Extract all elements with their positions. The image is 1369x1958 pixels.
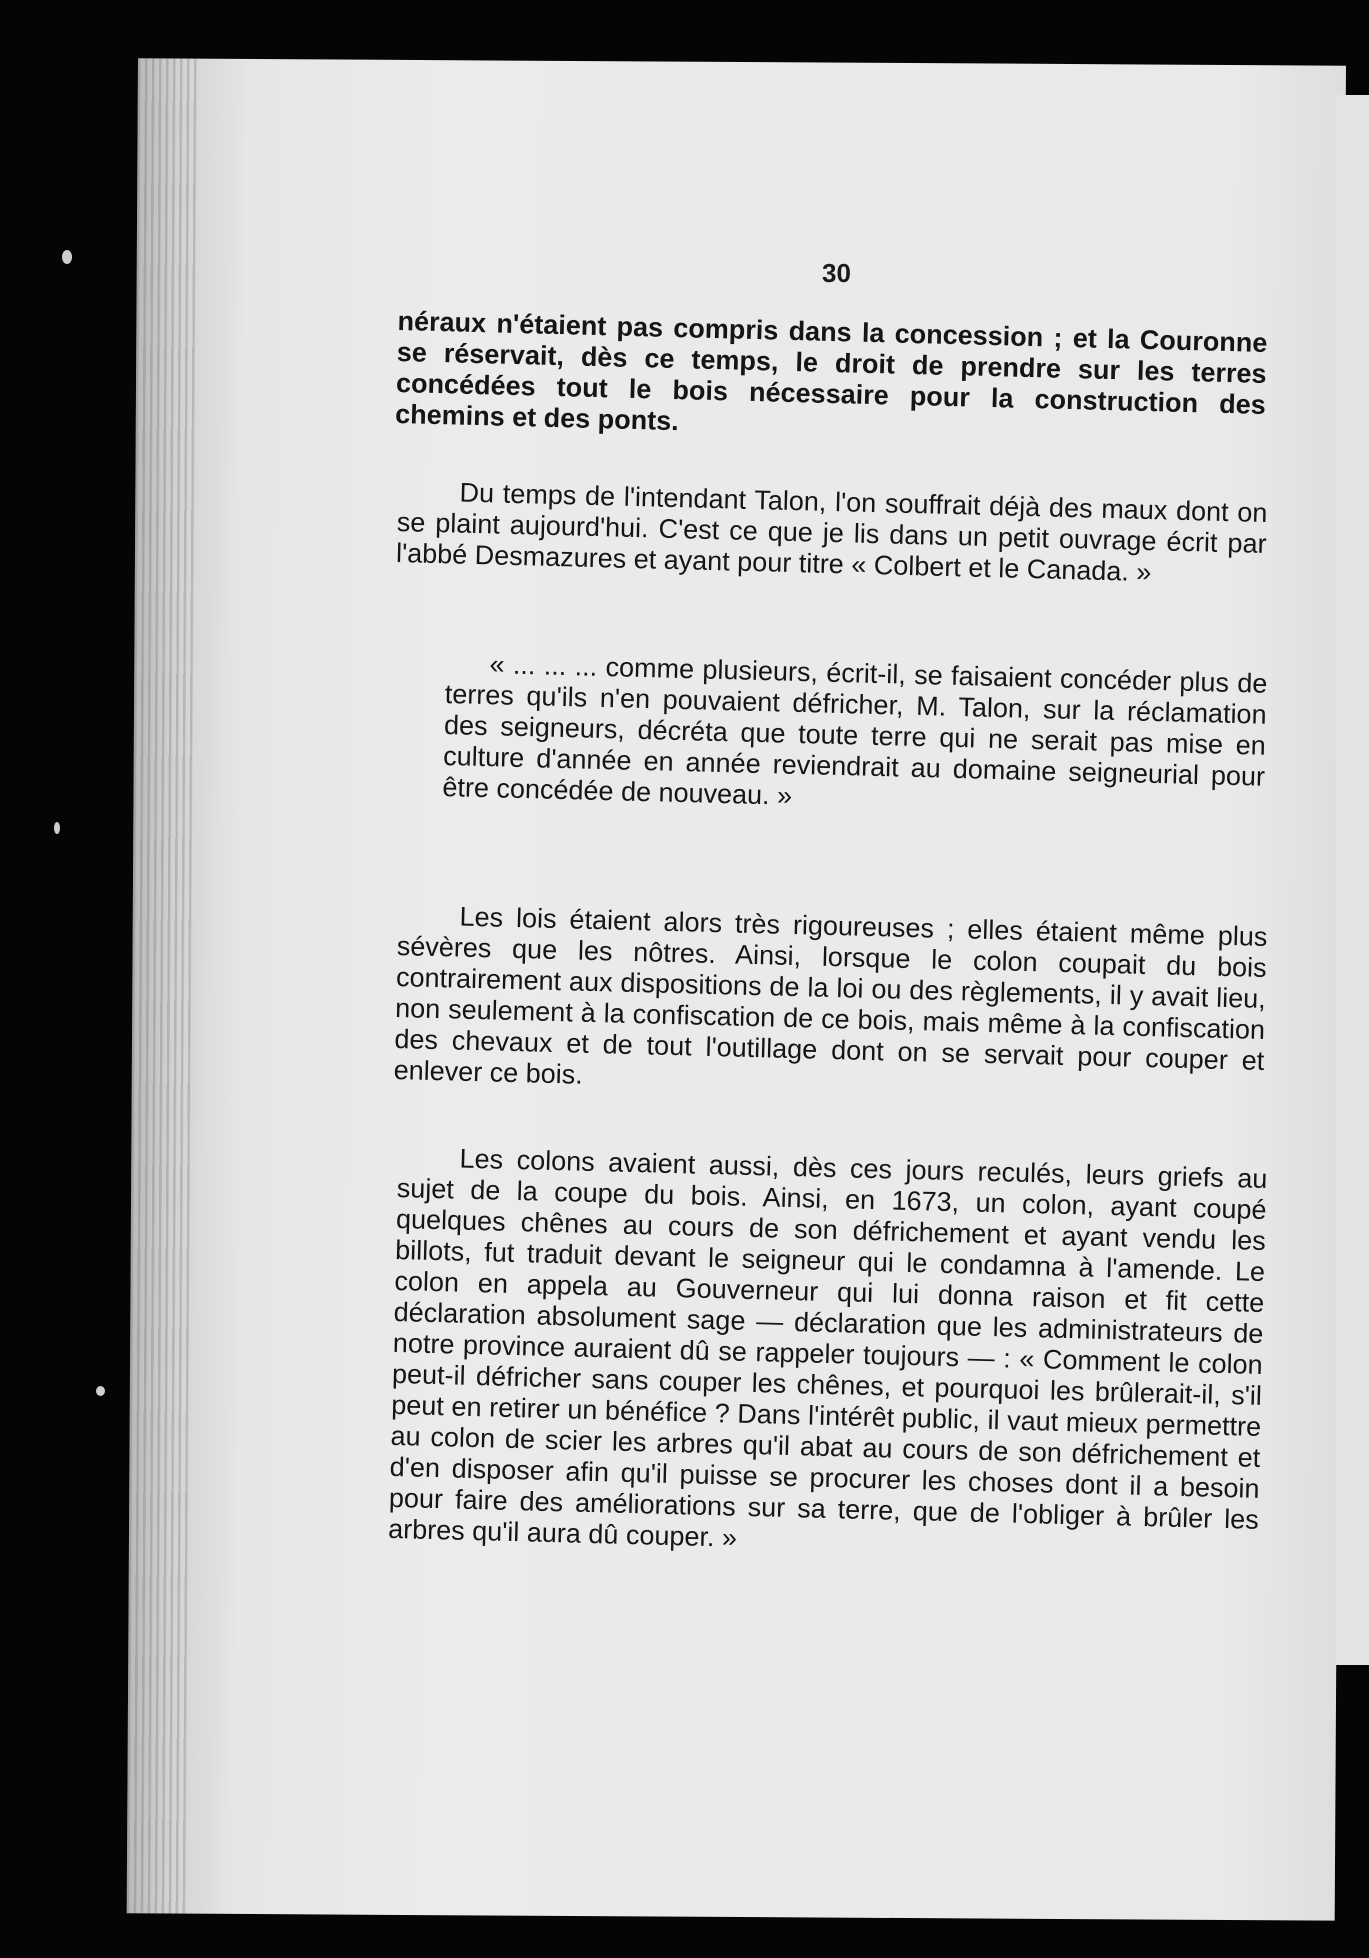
block-quote: « ... ... ... comme plusieurs, écrit-il, se faisaient concéder plus de terres qu'ils n'en pouvaient défricher, M. Talon, sur la réclamation des seigneurs, décréta que toute terre qui ne serait pas mise en culture d'année en année reviendrait au domaine seigneurial pour être concédée de nouveau. » <box>442 649 1268 811</box>
scan-speck <box>96 1386 105 1396</box>
paragraph-continuation: néraux n'étaient pas compris dans la concession ; et la Couronne se réservait, dès ce temps, le droit de prendre sur les terres concédées tout le bois nécessaire pour la construction des chemins et des ponts. <box>394 306 1268 437</box>
page-binding-edge <box>127 58 198 1913</box>
paragraph-talon: Du temps de l'intendant Talon, l'on souffrait déjà des maux dont on se plaint aujourd'hui. C'est ce que je lis dans un petit ouvrage écrit par l'abbé Desmazures et ayant pour titre « Colbert et le Canada. » <box>395 477 1268 588</box>
paragraph-lois: Les lois étaient alors très rigoureuses ; elles étaient même plus sévères que les nôtres. Ainsi, lorsque le colon coupait du bois contrairement aux dispositions de la loi ou des règlements, il y avait lieu, non seulement à la confiscation de ce bois, mais même à la confiscation des chevaux et de tout l'outillage dont on se servait pour couper et enlever ce bois. <box>393 901 1268 1090</box>
scan-speck <box>54 822 60 834</box>
adjacent-page-edge <box>1336 95 1369 1665</box>
paragraph-colons: Les colons avaient aussi, dès ces jours reculés, leurs griefs au sujet de la coupe du bois. Ainsi, en 1673, un colon, ayant coupé quelques chênes au cours de son défrichement et ayant vendu les billots, fut traduit devant le seigneur qui le condamna à l'amende. Le colon en appela au Gouverneur qui lui donna raison et fit cette déclaration absolument sage — déclaration que les administrateurs de notre province auraient dû se rappeler toujours — : « Comment le colon peut-il défricher sans couper les chênes, et pourquoi les brûlerait-il, s'il peut en retirer un bénéfice ? Dans l'intérêt public, il vaut mieux permettre au colon de scier les arbres qu'il abat au cours de son défrichement et d'en disposer afin qu'il puisse se procurer les choses dont il a besoin pour faire des améliorations sur sa terre, que de l'obliger à brûler les arbres qu'il aura dû couper. » <box>387 1143 1268 1553</box>
page-number: 30 <box>822 258 851 288</box>
scan-speck <box>62 250 72 264</box>
